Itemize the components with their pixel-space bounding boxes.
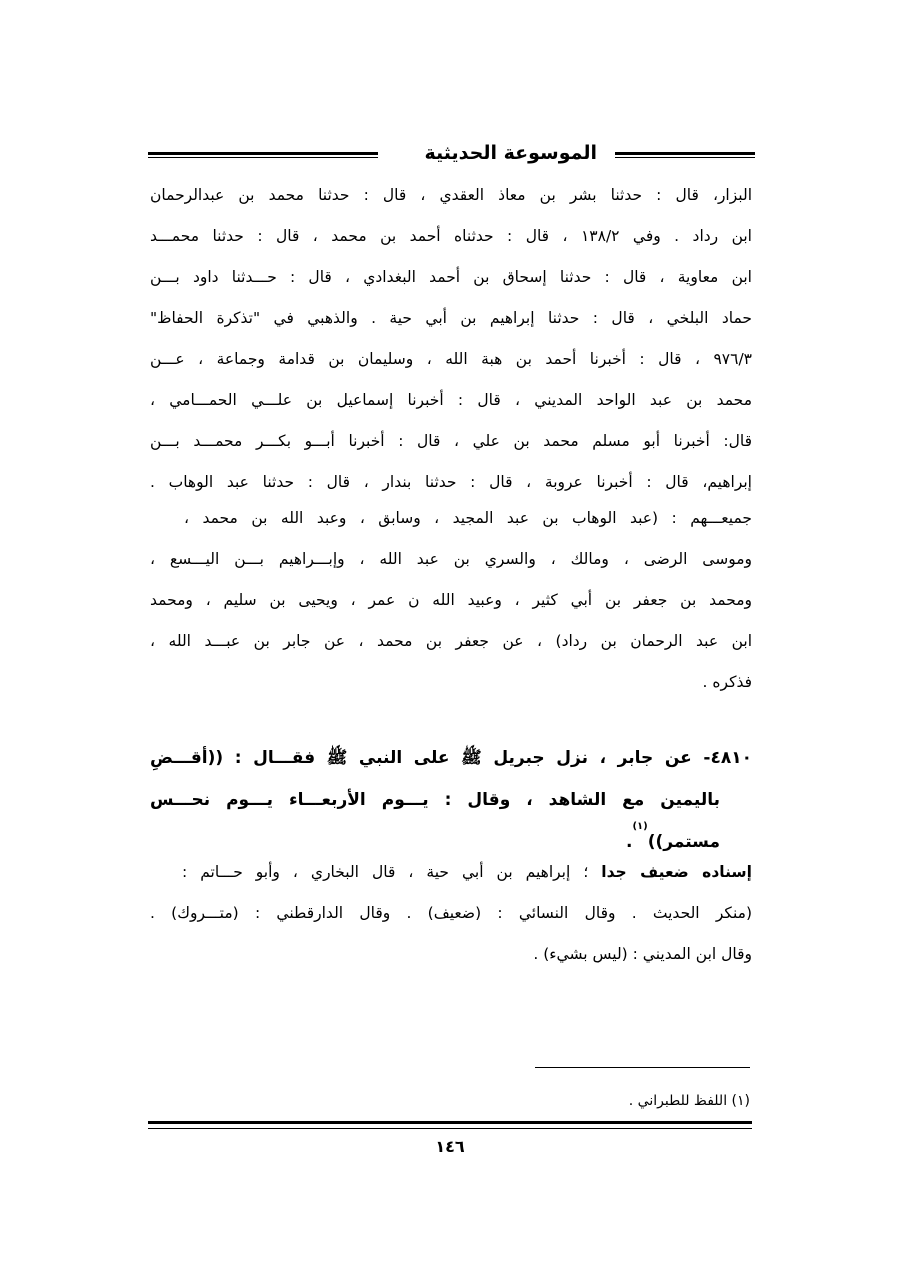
text-line: ابن معاوية ، قال : حدثنا إسحاق بن أحمد البغدادي ، قال : حـــدثنا داود بـــن [150, 268, 752, 286]
text-line: قال: أخبرنا أبو مسلم محمد بن علي ، قال : أخبرنا أبـــو بكـــر محمـــد بـــن [150, 432, 752, 450]
footnote-ref[interactable]: (١) [632, 821, 648, 832]
text-line: جميعـــهم : (عبد الوهاب بن عبد المجيد ، وسابق ، وعبد الله بن محمد ، [184, 509, 752, 527]
footnote-separator [535, 1067, 750, 1068]
text-line: حماد البلخي ، قال : حدثنا إبراهيم بن أبي حية . والذهبي في "تذكرة الحفاظ" [150, 309, 752, 327]
header-title: الموسوعة الحديثية [424, 142, 597, 164]
grading-line: (منكر الحديث . وقال النسائي : (ضعيف) . وقال الدارقطني : (متـــروك) . [150, 904, 752, 922]
text-line: ٩٧٦/٣ ، قال : أخبرنا أحمد بن هبة الله ، وسليمان بن قدامة وجماعة ، عـــن [150, 350, 752, 368]
grading-line [182, 854, 752, 890]
text-line: ومحمد بن جعفر بن أبي كثير ، وعبيد الله ن عمر ، ويحيى بن سليم ، ومحمد [150, 591, 752, 609]
text-line: ابن رداد . وفي ١٣٨/٢ ، قال : حدثناه أحمد بن محمد ، قال : حدثنا محمـــد [150, 227, 752, 245]
page-number: ١٤٦ [435, 1137, 465, 1156]
text-line: محمد بن عبد الواحد المديني ، قال : أخبرنا إسماعيل بن علـــي الحمـــامي ، [150, 391, 752, 409]
hadith-line: باليمين مع الشاهد ، وقال : يـــوم الأربعـــاء يـــوم نحـــس [150, 790, 720, 810]
grading-line: وقال ابن المديني : (ليس بشيء) . [533, 945, 752, 963]
hadith-period: . [625, 832, 633, 852]
hadith-line: ٤٨١٠- عن جابر ، نزل جبريل ﷺ على النبي ﷺ فقـــال : ((أقـــضِ [150, 748, 752, 768]
grading-text: ؛ إبراهيم بن أبي حية ، قال البخاري ، وأبو حـــاتم : [182, 863, 589, 881]
text-line: البزار، قال : حدثنا بشر بن معاذ العقدي ، قال : حدثنا محمد بن عبدالرحمان [150, 186, 752, 204]
grading-label: إسناده ضعيف جدا [601, 863, 752, 881]
text-line: وموسى الرضى ، ومالك ، والسري بن عبد الله ، وإبـــراهيم بـــن اليـــسع ، [150, 550, 752, 568]
header-rule-right [615, 152, 755, 158]
text-line: ابن عبد الرحمان بن رداد) ، عن جعفر بن محمد ، عن جابر بن عبـــد الله ، [150, 632, 752, 650]
page-header [148, 140, 755, 174]
footnote: (١) اللفظ للطبراني . [628, 1093, 750, 1109]
hadith-text-end: مستمر)) [647, 832, 720, 852]
text-line: إبراهيم، قال : أخبرنا عروبة ، قال : حدثنا بندار ، قال : حدثنا عبد الوهاب . [150, 473, 752, 491]
header-rule-left [148, 152, 378, 158]
text-line: فذكره . [702, 673, 752, 691]
footer-rule [148, 1121, 752, 1129]
